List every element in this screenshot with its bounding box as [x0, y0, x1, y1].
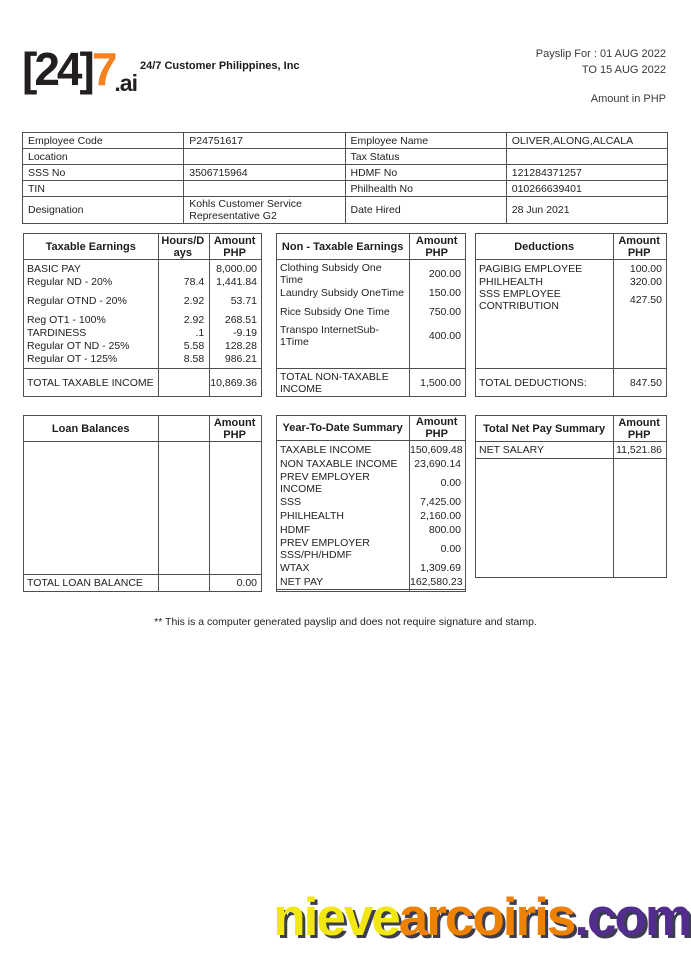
total-amount: 0.00: [236, 577, 257, 589]
logo-ai-suffix: .ai: [114, 70, 137, 96]
amount-currency-label: Amount in PHP: [590, 93, 666, 105]
deduction-label: SSS EMPLOYEE CONTRIBUTION: [479, 288, 561, 312]
column-divider: [158, 234, 159, 396]
table-row: [277, 561, 465, 575]
table-row: [277, 443, 465, 457]
table-row: [23, 181, 668, 197]
table-row: [24, 275, 261, 288]
payslip-period-line1: Payslip For : 01 AUG 2022: [535, 48, 666, 60]
total-label: TOTAL NON-TAXABLE INCOME: [280, 370, 389, 395]
column-divider: [613, 234, 614, 396]
total-amount: 1,500.00: [420, 376, 461, 389]
table-row: [24, 339, 261, 352]
ytd-footer-empty-row: [277, 589, 465, 591]
logo-seven: 7: [91, 43, 117, 95]
ytd-amount: 150,609.48: [410, 444, 463, 456]
nontaxable-earnings-body: [277, 260, 465, 368]
earning-hours: .1: [195, 326, 205, 339]
table-row: [476, 288, 666, 312]
ytd-label: HDMF: [280, 524, 311, 536]
column-title: Year-To-Date Summary: [282, 422, 403, 434]
earning-hours: 2.92: [183, 313, 205, 326]
loan-balances-body: [24, 442, 261, 574]
table-row: [277, 495, 465, 509]
nontaxable-total-row: [277, 368, 465, 396]
date-hired-label: Date Hired: [345, 197, 506, 224]
deductions-body: [476, 260, 666, 368]
earning-hours: 5.58: [183, 339, 205, 352]
ytd-amount: 0.00: [440, 477, 461, 489]
ytd-summary-header: [277, 416, 465, 441]
column-hours: Hours/Days: [161, 234, 205, 259]
ytd-label: NON TAXABLE INCOME: [280, 458, 398, 470]
ytd-label: SSS: [280, 496, 302, 508]
column-divider: [209, 416, 210, 591]
location-label: Location: [23, 149, 184, 165]
taxable-earnings-table: [23, 233, 262, 397]
total-amount: 847.50: [629, 376, 662, 389]
earning-amount: 750.00: [428, 305, 461, 318]
ytd-amount: 2,160.00: [420, 510, 461, 522]
designation-label: Designation: [23, 197, 184, 224]
column-divider: [209, 234, 210, 396]
watermark-part3: .com: [574, 888, 690, 947]
earning-label: TARDINESS: [27, 326, 87, 339]
table-row: [476, 262, 666, 275]
generated-payslip-note: ** This is a computer generated payslip and does not require signature and stamp.: [154, 616, 537, 628]
earning-amount: 200.00: [428, 268, 461, 280]
ytd-amount: 1,309.69: [420, 562, 461, 574]
column-title: Taxable Earnings: [45, 240, 136, 253]
net-pay-summary-body: [476, 442, 666, 577]
philhealth-no-value: 010266639401: [506, 181, 667, 197]
earning-amount: 150.00: [428, 286, 461, 299]
ytd-summary-body: [277, 441, 465, 589]
watermark-part1: nieve: [273, 888, 399, 947]
total-label: TOTAL TAXABLE INCOME: [27, 376, 154, 389]
table-row: [24, 313, 261, 326]
earning-hours: 8.58: [183, 352, 205, 365]
employee-code-value: P24751617: [184, 133, 345, 149]
table-row: [476, 442, 666, 459]
taxable-earnings-body: [24, 260, 261, 368]
earning-amount: 8,000.00: [216, 262, 257, 275]
ytd-label: TAXABLE INCOME: [280, 444, 372, 456]
sss-no-value: 3506715964: [184, 165, 345, 181]
total-label: TOTAL DEDUCTIONS:: [479, 376, 587, 389]
earning-amount: -9.19: [233, 326, 257, 339]
column-title: Deductions: [514, 240, 575, 253]
column-title: Loan Balances: [51, 422, 130, 435]
table-row: [23, 133, 668, 149]
sss-no-label: SSS No: [23, 165, 184, 181]
net-salary-amount: 11,521.86: [616, 444, 662, 456]
table-row: [24, 294, 261, 307]
payslip-period-line2: TO 15 AUG 2022: [581, 64, 666, 76]
column-divider: [409, 234, 410, 396]
table-row: [24, 262, 261, 275]
table-row: [23, 165, 668, 181]
deduction-amount: 427.50: [629, 294, 662, 306]
ytd-amount: 800.00: [428, 524, 461, 536]
column-amount: Amount PHP: [213, 416, 256, 441]
table-row: [277, 575, 465, 589]
company-header: [22, 43, 300, 96]
column-amount: Amount PHP: [618, 234, 660, 259]
earning-label: Transpo InternetSub-1Time: [280, 324, 379, 348]
table-row: [277, 537, 465, 561]
net-pay-summary-header: [476, 416, 666, 442]
payslip-period-block: [536, 46, 666, 107]
philhealth-no-label: Philhealth No: [345, 181, 506, 197]
tax-status-value: [506, 149, 667, 165]
deduction-amount: 100.00: [629, 262, 662, 275]
deduction-label: PHILHEALTH: [479, 275, 543, 288]
tin-value: [184, 181, 345, 197]
tin-label: TIN: [23, 181, 184, 197]
earning-amount: 53.71: [230, 294, 257, 307]
table-row: [277, 305, 465, 318]
loan-balances-table: [23, 415, 262, 592]
table-row: [23, 149, 668, 165]
earning-label: Reg OT1 - 100%: [27, 313, 106, 326]
column-title: Total Net Pay Summary: [483, 422, 606, 435]
net-salary-label: NET SALARY: [479, 444, 544, 456]
earning-amount: 1,441.84: [216, 275, 257, 288]
location-value: [184, 149, 345, 165]
nontaxable-earnings-table: [276, 233, 466, 397]
designation-value: Kohls Customer Service Representative G2: [184, 197, 345, 224]
employee-code-label: Employee Code: [23, 133, 184, 149]
earning-label: Clothing Subsidy One Time: [280, 262, 382, 286]
earning-label: Regular OT - 125%: [27, 352, 118, 365]
earning-label: Regular OTND - 20%: [27, 294, 127, 307]
ytd-amount: 162,580.23: [410, 576, 463, 588]
taxable-earnings-header: [24, 234, 261, 260]
table-row: [277, 471, 465, 495]
earning-amount: 128.28: [224, 339, 257, 352]
ytd-label: WTAX: [280, 562, 310, 574]
ytd-label: PREV EMPLOYER SSS/PH/HDMF: [280, 537, 370, 561]
deductions-header: [476, 234, 666, 260]
ytd-amount: 23,690.14: [414, 458, 461, 470]
net-pay-summary-table: [475, 415, 667, 578]
247ai-logo: [22, 43, 137, 96]
ytd-label: PHILHEALTH: [280, 510, 344, 522]
table-row: [24, 352, 261, 365]
site-watermark: [273, 888, 690, 947]
ytd-label: NET PAY: [280, 576, 324, 588]
table-row: [23, 197, 668, 224]
deduction-amount: 320.00: [629, 275, 662, 288]
total-label: TOTAL LOAN BALANCE: [27, 577, 143, 589]
column-amount: Amount PHP: [415, 416, 458, 440]
table-row: [277, 509, 465, 523]
employee-name-label: Employee Name: [345, 133, 506, 149]
hdmf-no-value: 121284371257: [506, 165, 667, 181]
table-row: [277, 286, 465, 299]
deductions-total-row: [476, 368, 666, 396]
deduction-label: PAGIBIG EMPLOYEE: [479, 262, 583, 275]
table-row: [24, 326, 261, 339]
table-row: [277, 457, 465, 471]
tax-status-label: Tax Status: [345, 149, 506, 165]
table-row: [476, 275, 666, 288]
earning-label: Regular ND - 20%: [27, 275, 113, 288]
table-row: [277, 523, 465, 537]
earning-label: Laundry Subsidy OneTime: [280, 286, 404, 299]
ytd-amount: 0.00: [440, 543, 461, 555]
earning-amount: 986.21: [224, 352, 257, 365]
earning-amount: 268.51: [224, 313, 257, 326]
loan-balances-header: [24, 416, 261, 442]
earning-hours: 2.92: [183, 294, 205, 307]
loan-total-row: [24, 574, 261, 591]
nontaxable-earnings-header: [277, 234, 465, 260]
deductions-table: [475, 233, 667, 397]
column-amount: Amount PHP: [213, 234, 256, 259]
column-divider: [613, 416, 614, 577]
column-divider: [158, 416, 159, 591]
ytd-summary-table: [276, 415, 466, 592]
taxable-total-row: [24, 368, 261, 396]
employee-info-table: [22, 132, 668, 224]
logo-bracket-24: [24]: [22, 43, 92, 95]
column-title: Non - Taxable Earnings: [281, 240, 404, 253]
earning-label: BASIC PAY: [27, 262, 81, 275]
watermark-part2: arcoiris: [398, 888, 575, 947]
table-row: [277, 262, 465, 286]
earning-label: Rice Subsidy One Time: [280, 305, 390, 318]
total-amount: 10,869.36: [210, 376, 257, 389]
earning-amount: 400.00: [428, 330, 461, 342]
hdmf-no-label: HDMF No: [345, 165, 506, 181]
company-name: 24/7 Customer Philippines, Inc: [139, 60, 300, 72]
column-amount: Amount PHP: [415, 234, 458, 259]
ytd-label: PREV EMPLOYER INCOME: [280, 471, 370, 495]
earning-hours: 78.4: [183, 275, 205, 288]
earning-label: Regular OT ND - 25%: [27, 339, 130, 352]
date-hired-value: 28 Jun 2021: [506, 197, 667, 224]
ytd-amount: 7,425.00: [420, 496, 461, 508]
table-row: [277, 324, 465, 348]
column-divider: [409, 416, 410, 591]
employee-name-value: OLIVER,ALONG,ALCALA: [506, 133, 667, 149]
column-amount: Amount PHP: [618, 416, 660, 441]
